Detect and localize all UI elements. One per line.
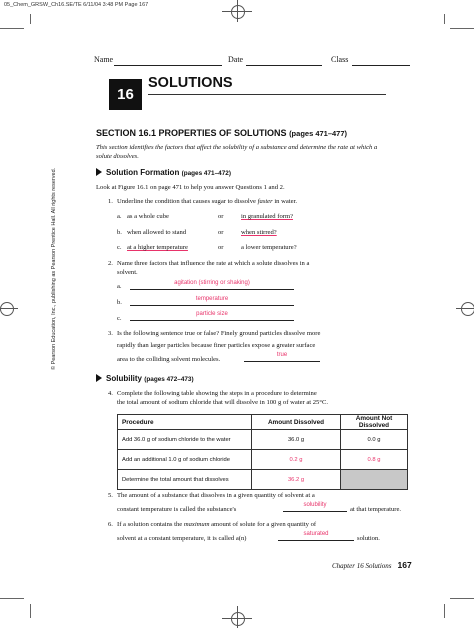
registration-line-top-v: [237, 0, 238, 22]
title-rule: [148, 94, 386, 95]
q4-number: 4.: [108, 390, 113, 397]
chapter-title: SOLUTIONS: [148, 75, 233, 91]
q3-line2: rapidly than larger particles because finer particles expose a greater surface: [117, 342, 316, 349]
row3-not-dissolved-shaded: [341, 470, 408, 490]
q2-line1: Name three factors that influence the rate at which a solute dissolves in a: [117, 260, 310, 267]
q3-line1: Is the following sentence true or false? Finely ground particles dissolve more: [117, 330, 321, 337]
q1-text-after: in water.: [272, 198, 298, 205]
table-header-row: [118, 415, 408, 430]
crop-mark-br-v: [444, 604, 445, 618]
q2b-answer-field[interactable]: temperature: [130, 296, 294, 306]
registration-mark-right: [461, 302, 474, 316]
crop-mark-bl-h: [0, 598, 24, 599]
row1-dissolved: 36.0 g: [252, 430, 341, 450]
q1a-right[interactable]: in granulated form?: [241, 213, 293, 220]
q4-line1: Complete the following table showing the steps in a procedure to determine: [117, 390, 317, 397]
row3-dissolved-answer[interactable]: 36.2 g: [252, 470, 341, 490]
q6-line2-after: solution.: [357, 535, 380, 542]
crop-mark-tl-v: [30, 14, 31, 24]
row1-not-dissolved: 0.0 g: [341, 430, 408, 450]
solubility-pages: (pages 472–473): [144, 376, 194, 383]
q2a-letter: a.: [117, 283, 122, 290]
q5-line2-after: at that temperature.: [350, 506, 402, 513]
q3-line3: area to the colliding solvent molecules.: [117, 356, 221, 363]
q1a-left[interactable]: as a whole cube: [127, 213, 169, 220]
q1-text-italic: faster: [257, 198, 273, 205]
q2a-answer-field[interactable]: agitation (stirring or shaking): [130, 280, 294, 290]
footer-chapter-label: Chapter 16 Solutions: [332, 562, 392, 570]
name-field[interactable]: [114, 56, 222, 66]
solution-formation-heading: [96, 168, 231, 177]
registration-mark-top: [231, 5, 245, 19]
crop-mark-tl-h: [0, 28, 24, 29]
q5-answer-field[interactable]: solubility: [283, 502, 347, 512]
registration-line-right: [456, 308, 474, 309]
registration-line-left: [0, 308, 18, 309]
q1c-letter: c.: [117, 244, 122, 251]
date-label: Date: [228, 55, 244, 64]
file-header: 05_Chem_GRSW_Ch16.SE/TE 6/11/04 3:48 PM Page 167: [4, 2, 149, 8]
crop-mark-br-h: [450, 598, 474, 599]
section-description: This section identifies the factors that affect the solubility of a substance and determine the rate at which a solute dissolves.: [96, 144, 378, 160]
crop-mark-tr-h: [450, 28, 474, 29]
q6-line1-after: amount of solute for a given quantity of: [209, 521, 317, 528]
table-row: [118, 470, 408, 490]
class-field[interactable]: [352, 56, 410, 66]
registration-mark-bottom: [231, 612, 245, 626]
solution-formation-title: Solution Formation: [106, 168, 180, 177]
q1b-or: or: [218, 229, 224, 236]
row2-procedure: Add an additional 1.0 g of sodium chloride: [118, 450, 252, 470]
q1-text-before: Underline the condition that causes sugar to dissolve: [117, 198, 258, 205]
triangle-bullet-icon: [96, 374, 102, 382]
crop-mark-bl-v: [30, 604, 31, 618]
page-footer: [332, 560, 412, 570]
q6-answer-field[interactable]: saturated: [278, 531, 354, 541]
solubility-title: Solubility: [106, 374, 142, 383]
section-pages: (pages 471–477): [289, 129, 348, 138]
q1b-letter: b.: [117, 229, 122, 236]
q3-number: 3.: [108, 330, 113, 337]
copyright-side-note: © Pearson Education, Inc., publishing as Pearson Prentice Hall. All rights reserved.: [51, 167, 57, 370]
section-title: [96, 128, 347, 138]
q1-text: [117, 198, 297, 205]
class-label: Class: [331, 55, 349, 64]
q2c-letter: c.: [117, 315, 122, 322]
solubility-heading: [96, 374, 194, 383]
header-procedure: Procedure: [118, 415, 252, 430]
registration-mark-left: [0, 302, 14, 316]
q6-line1-italic: maximum: [183, 521, 210, 528]
registration-line-bottom-v: [237, 606, 238, 628]
row1-procedure: Add 36.0 g of sodium chloride to the water: [118, 430, 252, 450]
q2-number: 2.: [108, 260, 113, 267]
solution-formation-intro: Look at Figure 16.1 on page 471 to help you answer Questions 1 and 2.: [96, 184, 285, 191]
section-title-text: SECTION 16.1 PROPERTIES OF SOLUTIONS: [96, 128, 287, 138]
row3-procedure: Determine the total amount that dissolves: [118, 470, 252, 490]
chapter-number-box: 16: [109, 79, 142, 110]
table-row: [118, 450, 408, 470]
q6-line1-before: If a solution contains the: [117, 521, 184, 528]
q2c-answer-field[interactable]: particle size: [130, 311, 294, 321]
q5-line2-before: constant temperature is called the substance's: [117, 506, 237, 513]
q6-line1: [117, 521, 316, 528]
q1b-right[interactable]: when stirred?: [241, 229, 277, 236]
triangle-bullet-icon: [96, 168, 102, 176]
q1c-or: or: [218, 244, 224, 251]
q5-number: 5.: [108, 492, 113, 499]
q1b-left[interactable]: when allowed to stand: [127, 229, 187, 236]
row2-dissolved-answer[interactable]: 0.2 g: [252, 450, 341, 470]
q1c-right[interactable]: a lower temperature?: [241, 244, 297, 251]
q6-line2-before: solvent at a constant temperature, it is called a(n): [117, 535, 247, 542]
q3-answer-field[interactable]: true: [244, 352, 320, 362]
crop-mark-tr-v: [444, 14, 445, 24]
q2-line2: solvent.: [117, 269, 138, 276]
table-row: [118, 430, 408, 450]
q2b-letter: b.: [117, 299, 122, 306]
header-amount-not-dissolved: Amount Not Dissolved: [341, 415, 408, 430]
q1a-letter: a.: [117, 213, 122, 220]
name-label: Name: [94, 55, 114, 64]
q5-line1: The amount of a substance that dissolves in a given quantity of solvent at a: [117, 492, 315, 499]
q4-line2: the total amount of sodium chloride that will dissolve in 100 g of water at 25°C.: [117, 399, 329, 406]
q1-number: 1.: [108, 198, 113, 205]
page-number: 167: [397, 560, 412, 570]
procedure-table: [117, 414, 408, 490]
date-field[interactable]: [246, 56, 322, 66]
q6-number: 6.: [108, 521, 113, 528]
q1c-left[interactable]: at a higher temperature: [127, 244, 188, 251]
row2-not-dissolved-answer[interactable]: 0.8 g: [341, 450, 408, 470]
solution-formation-pages: (pages 471–472): [181, 170, 231, 177]
q1a-or: or: [218, 213, 224, 220]
header-amount-dissolved: Amount Dissolved: [252, 415, 341, 430]
